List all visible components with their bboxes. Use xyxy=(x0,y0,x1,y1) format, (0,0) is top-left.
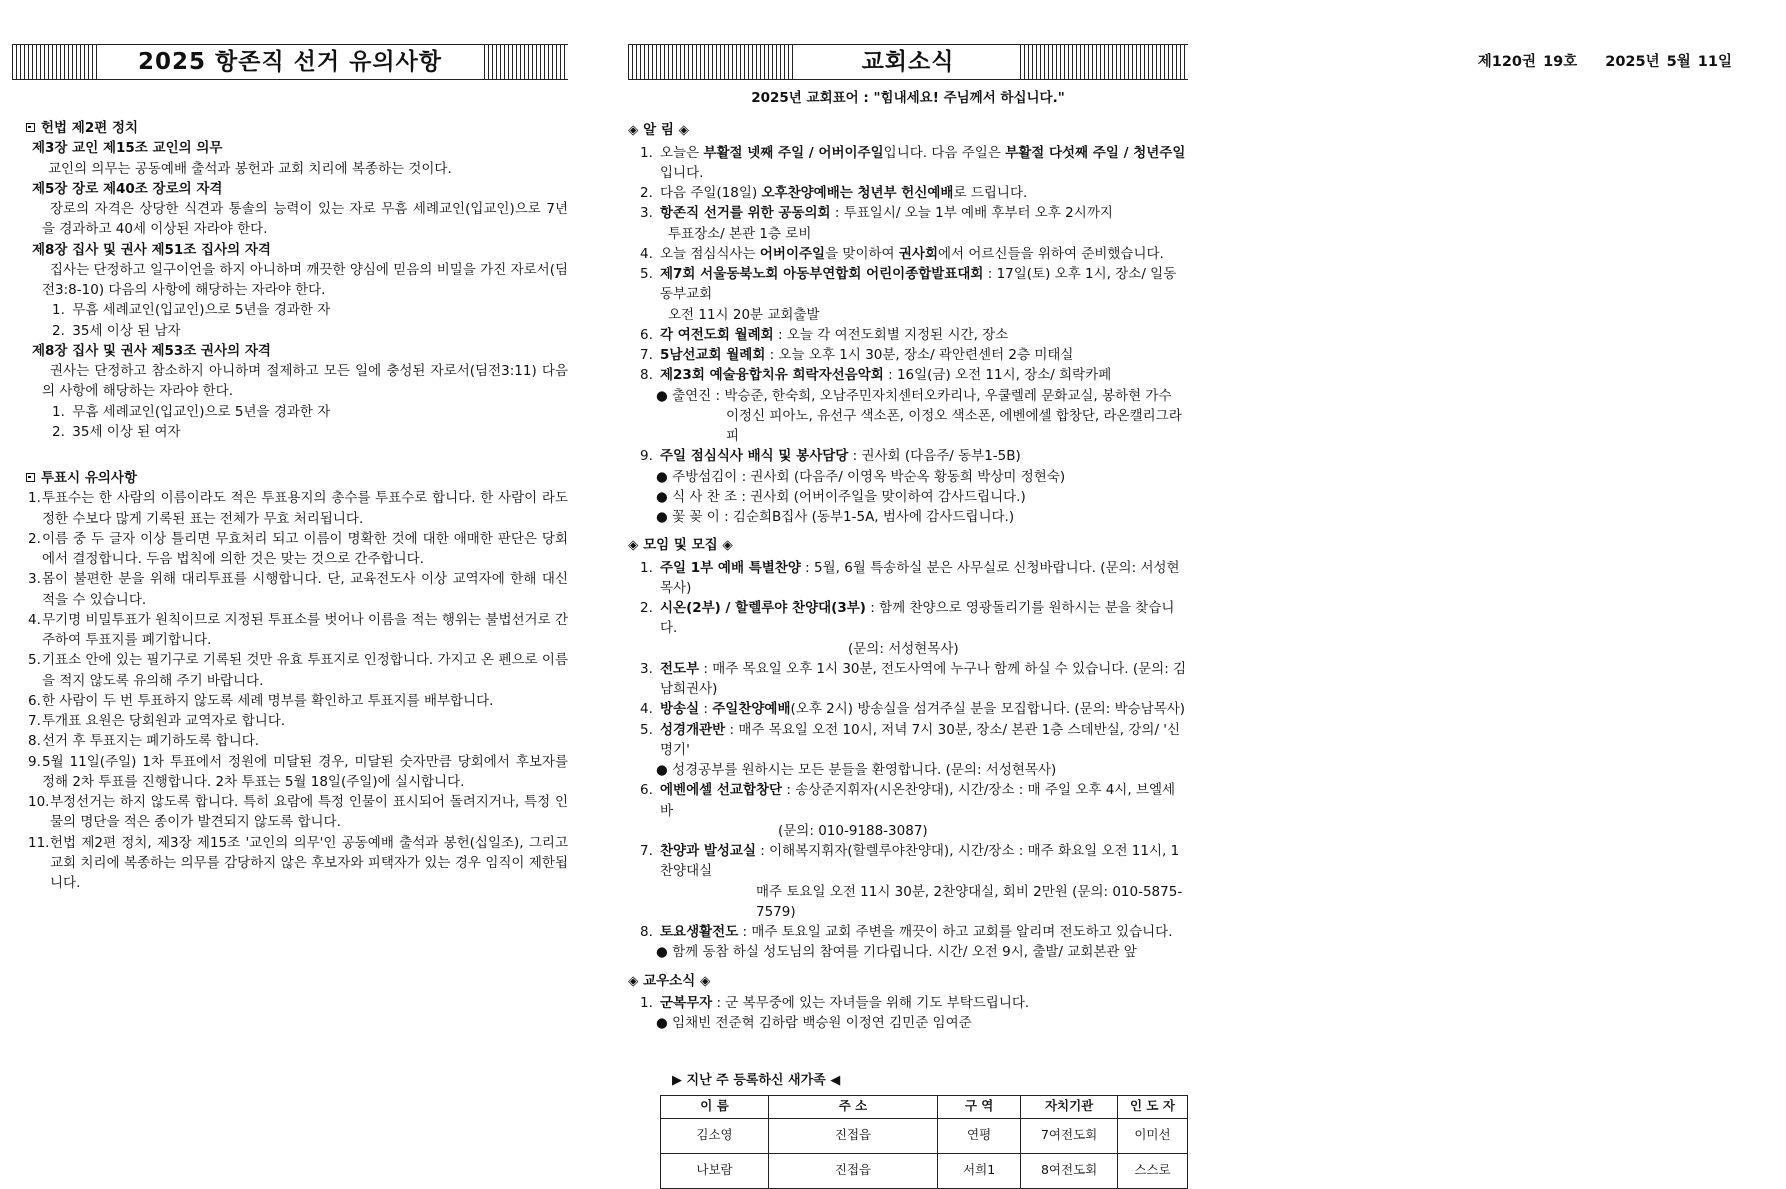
news-title: 교회소식 xyxy=(796,45,1021,79)
issue-date: 2025년 5월 11일 xyxy=(1605,54,1732,70)
issue-volume: 제120권 19호 xyxy=(1477,54,1578,70)
gathering-item: 3. 전도부 : 매주 목요일 오후 1시 30분, 전도사역에 누구나 함께 하실 수 있습니다. (문의: 김남희권사) xyxy=(640,660,1187,697)
gathering-item: 5. 성경개관반 : 매주 목요일 오전 10시, 저녁 7시 30분, 장소/ 본관 1층 스데반실, 강의/ '신명기' xyxy=(640,721,1181,758)
voting-heading: 투표시 유의사항 xyxy=(41,470,137,486)
article-heading: 제5장 장로 제40조 장로의 자격 xyxy=(32,180,223,197)
notice-item: 2. 다음 주일(18일) 오후찬양예배는 청년부 헌신예배로 드립니다. xyxy=(640,185,1028,201)
article-text: 교인의 의무는 공동예배 출석과 봉헌과 교회 치리에 복종하는 것이다. xyxy=(48,160,452,177)
cell-address: 진접읍 xyxy=(769,1118,938,1153)
election-title-bar xyxy=(12,44,568,80)
gathering-item: 6. 에벤에셀 선교합창단 : 송상준지휘자(시온찬양대), 시간/장소 : 매 주일 오후 4시, 브엘세바 xyxy=(640,782,1176,819)
list-item: 1. 무흠 세례교인(입교인)으로 5년을 경과한 자 xyxy=(52,403,331,420)
performers-line: 이정신 피아노, 유선구 색소폰, 이정오 색소폰, 에벤에셀 합창단, 라온캘리그라피 xyxy=(726,407,1182,444)
notice-item: 4. 오늘 점심식사는 어버이주일을 맞이하여 권사회에서 어르신들을 위하여 준비했습니다. xyxy=(640,245,1164,262)
gathering-item-continued: (문의: 서성현목사) xyxy=(848,640,959,657)
issue-info xyxy=(1478,52,1732,74)
table-header-row xyxy=(661,1095,1188,1118)
notice-item: 8. 제23회 예술융합치유 희락자선음악회 : 16일(금) 오전 11시, 장소/ 희락카페 xyxy=(640,367,1112,384)
constitution-section xyxy=(12,118,568,442)
notice-heading: ◈ 알 림 ◈ xyxy=(628,122,689,139)
voting-item xyxy=(12,529,568,570)
member-news-heading: ◈ 교우소식 ◈ xyxy=(628,972,711,989)
list-item: 2. 35세 이상 된 남자 xyxy=(52,322,181,339)
notice-item: 7. 5남선교회 월례회 : 오늘 오후 1시 30분, 장소/ 곽안련센터 2층 미태실 xyxy=(640,347,1074,363)
voting-item xyxy=(12,731,568,751)
soldier-names: ● 임채빈 전준혁 김하람 백승원 이정연 김민준 임여준 xyxy=(656,1015,972,1031)
service-line: ● 식 사 찬 조 : 권사회 (어버이주일을 맞이하여 감사드립니다.) xyxy=(656,488,1026,505)
item-number: 10. xyxy=(28,794,50,810)
voting-item xyxy=(12,792,568,833)
church-motto: 2025년 교회표어 : "힘내세요! 주님께서 하십니다." xyxy=(751,90,1065,106)
item-text: 투개표 요원은 당회원과 교역자로 합니다. xyxy=(42,713,286,729)
col-header-organization: 자치기관 xyxy=(1021,1095,1118,1118)
square-bullet-icon xyxy=(26,473,35,482)
notice-item: 9. 주일 점심식사 배식 및 봉사담당 : 권사회 (다음주/ 동부1-5B) xyxy=(640,448,1021,465)
article-heading: 제8장 집사 및 권사 제53조 권사의 자격 xyxy=(32,342,271,359)
voting-item xyxy=(12,569,568,610)
item-number: 2. xyxy=(28,530,41,547)
notice-item-continued: 투표장소/ 본관 1층 로비 xyxy=(668,225,812,242)
article-heading: 제8장 집사 및 권사 제51조 집사의 자격 xyxy=(32,241,271,258)
gathering-bullet: ● 성경공부를 원하시는 모든 분들을 환영합니다. (문의: 서성현목사) xyxy=(656,762,1057,778)
item-text: 5월 11일(주일) 1차 투표에서 정원에 미달된 경우, 미달된 숫자만큼 당회에서 후보자를 정해 2차 투표를 진행합니다. 2차 투표는 5월 18일(주일)에 실시합니다. xyxy=(42,753,568,790)
church-news-column xyxy=(628,44,1188,1189)
new-family-caption: ▶ 지난 주 등록하신 새가족 ◀ xyxy=(672,1073,841,1089)
item-text: 부정선거는 하지 않도록 합니다. 특히 요람에 특정 인물이 표시되어 돌려지거나, 특정 인물의 명단을 적은 종이가 발견되지 않도록 합니다. xyxy=(50,794,568,831)
item-number: 7. xyxy=(28,713,41,729)
voting-item xyxy=(12,711,568,731)
gathering-item: 4. 방송실 : 주일찬양예배(오후 2시) 방송실을 섬겨주실 분을 모집합니다. (문의: 박승남목사) xyxy=(640,701,1186,718)
gathering-bullet: ● 함께 동참 하실 성도님의 참여를 기다립니다. 시간/ 오전 9시, 출발/ 교회본관 앞 xyxy=(656,944,1137,961)
table-row xyxy=(661,1153,1188,1188)
table-row xyxy=(661,1118,1188,1153)
article-heading: 제3장 교인 제15조 교인의 의무 xyxy=(32,140,223,157)
list-item: 1. 무흠 세례교인(입교인)으로 5년을 경과한 자 xyxy=(52,302,331,319)
election-title: 2025 항존직 선거 유의사항 xyxy=(98,45,482,79)
col-header-district: 구 역 xyxy=(937,1095,1020,1118)
cell-organization: 8여전도회 xyxy=(1021,1153,1118,1188)
voting-item xyxy=(12,691,568,711)
cell-district: 서희1 xyxy=(937,1153,1020,1188)
voting-item xyxy=(12,833,568,894)
item-text: 기표소 안에 있는 필기구로 기록된 것만 유효 투표지로 인정합니다. 가지고 온 펜으로 이름을 적지 않도록 유의해 주기 바랍니다. xyxy=(42,652,568,689)
item-text: 이름 중 두 글자 이상 틀리면 무효처리 되고 이름이 명확한 것에 대한 애매한 판단은 당회에서 결정합니다. 두음 법칙에 의한 것은 맞는 것으로 간주합니다. xyxy=(42,530,568,567)
notice-item: 6. 각 여전도회 월례회 : 오늘 각 여전도회별 지정된 시간, 장소 xyxy=(640,326,1009,343)
gathering-item: 1. 주일 1부 예배 특별찬양 : 5월, 6월 특송하실 분은 사무실로 신청바랍니다. (문의: 서성현목사) xyxy=(640,559,1180,596)
item-number: 1. xyxy=(28,490,41,507)
list-item: 2. 35세 이상 된 여자 xyxy=(52,423,181,440)
col-header-guide: 인 도 자 xyxy=(1117,1095,1187,1118)
cell-address: 진접읍 xyxy=(769,1153,938,1188)
news-title-bar xyxy=(628,44,1188,80)
gathering-heading: ◈ 모임 및 모집 ◈ xyxy=(628,537,733,554)
gathering-item: 2. 시온(2부) / 할렐루야 찬양대(3부) : 함께 찬양으로 영광돌리기를 원하시는 분을 찾습니다. xyxy=(640,600,1175,637)
voting-item xyxy=(12,610,568,651)
performers-line: ● 출연진 : 박승준, 한숙희, 오남주민자치센터오카리나, 우쿨렐레 문화교실, 봉하현 가수 xyxy=(656,387,1172,404)
item-number: 11. xyxy=(28,834,50,851)
voting-list xyxy=(12,488,568,893)
notice-item: 5. 제7회 서울동북노회 아동부연합회 어린이종합발표대회 : 17일(토) 오후 1시, 장소/ 일동동부교회 xyxy=(640,266,1177,303)
cell-name: 나보람 xyxy=(661,1153,769,1188)
article-text: 집사는 단정하고 일구이언을 하지 아니하며 깨끗한 양심에 믿음의 비밀을 가진 자로서(딤전3:8-10) 다음의 사항에 해당하는 자라야 한다. xyxy=(42,261,568,298)
item-number: 8. xyxy=(28,733,41,750)
service-line: ● 꽃 꽂 이 : 김순희B집사 (동부1-5A, 범사에 감사드립니다.) xyxy=(656,509,1015,525)
article-text: 장로의 자격은 상당한 식견과 통솔의 능력이 있는 자로 무흠 세례교인(입교인)으로 7년을 경과하고 40세 이상된 자라야 한다. xyxy=(42,201,568,238)
gathering-item: 8. 토요생활전도 : 매주 토요일 교회 주변을 깨끗이 하고 교회를 알리며 전도하고 있습니다. xyxy=(640,924,1173,940)
col-header-name: 이 름 xyxy=(661,1095,769,1118)
article-text: 권사는 단정하고 참소하지 아니하며 절제하고 모든 일에 충성된 자로서(딤전3:11) 다음의 사항에 해당하는 자라야 한다. xyxy=(42,363,568,400)
new-family-table xyxy=(660,1095,1188,1189)
voting-item xyxy=(12,650,568,691)
item-number: 5. xyxy=(28,652,41,669)
square-bullet-icon xyxy=(26,123,35,132)
gathering-item-continued: (문의: 010-9188-3087) xyxy=(778,822,928,839)
item-text: 투표수는 한 사람의 이름이라도 적은 투표용지의 총수를 투표수로 합니다. 한 사람이 라도 정한 수보다 많게 기록된 표는 전체가 무효 처리됩니다. xyxy=(42,490,568,527)
item-number: 9. xyxy=(28,753,41,770)
service-line: ● 주방섬김이 : 권사회 (다음주/ 이영옥 박순옥 황동희 박상미 정현숙) xyxy=(656,468,1066,485)
col-header-address: 주 소 xyxy=(769,1095,938,1118)
member-news-item: 1. 군복무자 : 군 복무중에 있는 자녀들을 위해 기도 부탁드립니다. xyxy=(640,994,1030,1011)
gathering-item-continued: 매주 토요일 오전 11시 30분, 2찬양대실, 회비 2만원 (문의: 010-5875-7579) xyxy=(756,883,1183,920)
notice-item: 3. 항존직 선거를 위한 공동의회 : 투표일시/ 오늘 1부 예배 후부터 오후 2시까지 xyxy=(640,205,1113,222)
election-notes-column xyxy=(12,44,568,893)
gathering-item: 7. 찬양과 발성교실 : 이해복지휘자(할렐루야찬양대), 시간/장소 : 매주 화요일 오전 11시, 1찬양대실 xyxy=(640,843,1180,880)
voting-item xyxy=(12,488,568,529)
cell-district: 연평 xyxy=(937,1118,1020,1153)
cell-guide: 스스로 xyxy=(1117,1153,1187,1188)
item-number: 4. xyxy=(28,611,41,628)
voting-item xyxy=(12,752,568,793)
voting-notes-section xyxy=(12,468,568,893)
cell-guide: 이미선 xyxy=(1117,1118,1187,1153)
cell-organization: 7여전도회 xyxy=(1021,1118,1118,1153)
item-text: 선거 후 투표지는 폐기하도록 합니다. xyxy=(42,733,260,750)
cell-name: 김소영 xyxy=(661,1118,769,1153)
item-text: 무기명 비밀투표가 원칙이므로 지정된 투표소를 벗어나 이름을 적는 행위는 불법선거로 간주하여 투표지를 폐기합니다. xyxy=(42,611,568,648)
notice-item: 1. 오늘은 부활절 넷째 주일 / 어버이주일입니다. 다음 주일은 부활절 다섯째 주일 / 청년주일입니다. xyxy=(640,144,1186,181)
item-text: 몸이 불편한 분을 위해 대리투표를 시행합니다. 단, 교육전도사 이상 교역자에 한해 대신 적을 수 있습니다. xyxy=(42,571,568,608)
notice-item-continued: 오전 11시 20분 교회출발 xyxy=(668,306,820,323)
item-text: 헌법 제2편 정치, 제3장 제15조 '교인의 의무'인 공동예배 출석과 봉헌(십일조), 그리고 교회 치리에 복종하는 의무를 감당하지 않은 후보자와 피택자가 있는 경우 임직이 제한됩니다. xyxy=(50,834,568,891)
constitution-heading: 헌법 제2편 정치 xyxy=(41,120,139,136)
item-number: 6. xyxy=(28,692,41,709)
item-text: 한 사람이 두 번 투표하지 않도록 세례 명부를 확인하고 투표지를 배부합니다. xyxy=(42,692,494,709)
item-number: 3. xyxy=(28,571,41,588)
